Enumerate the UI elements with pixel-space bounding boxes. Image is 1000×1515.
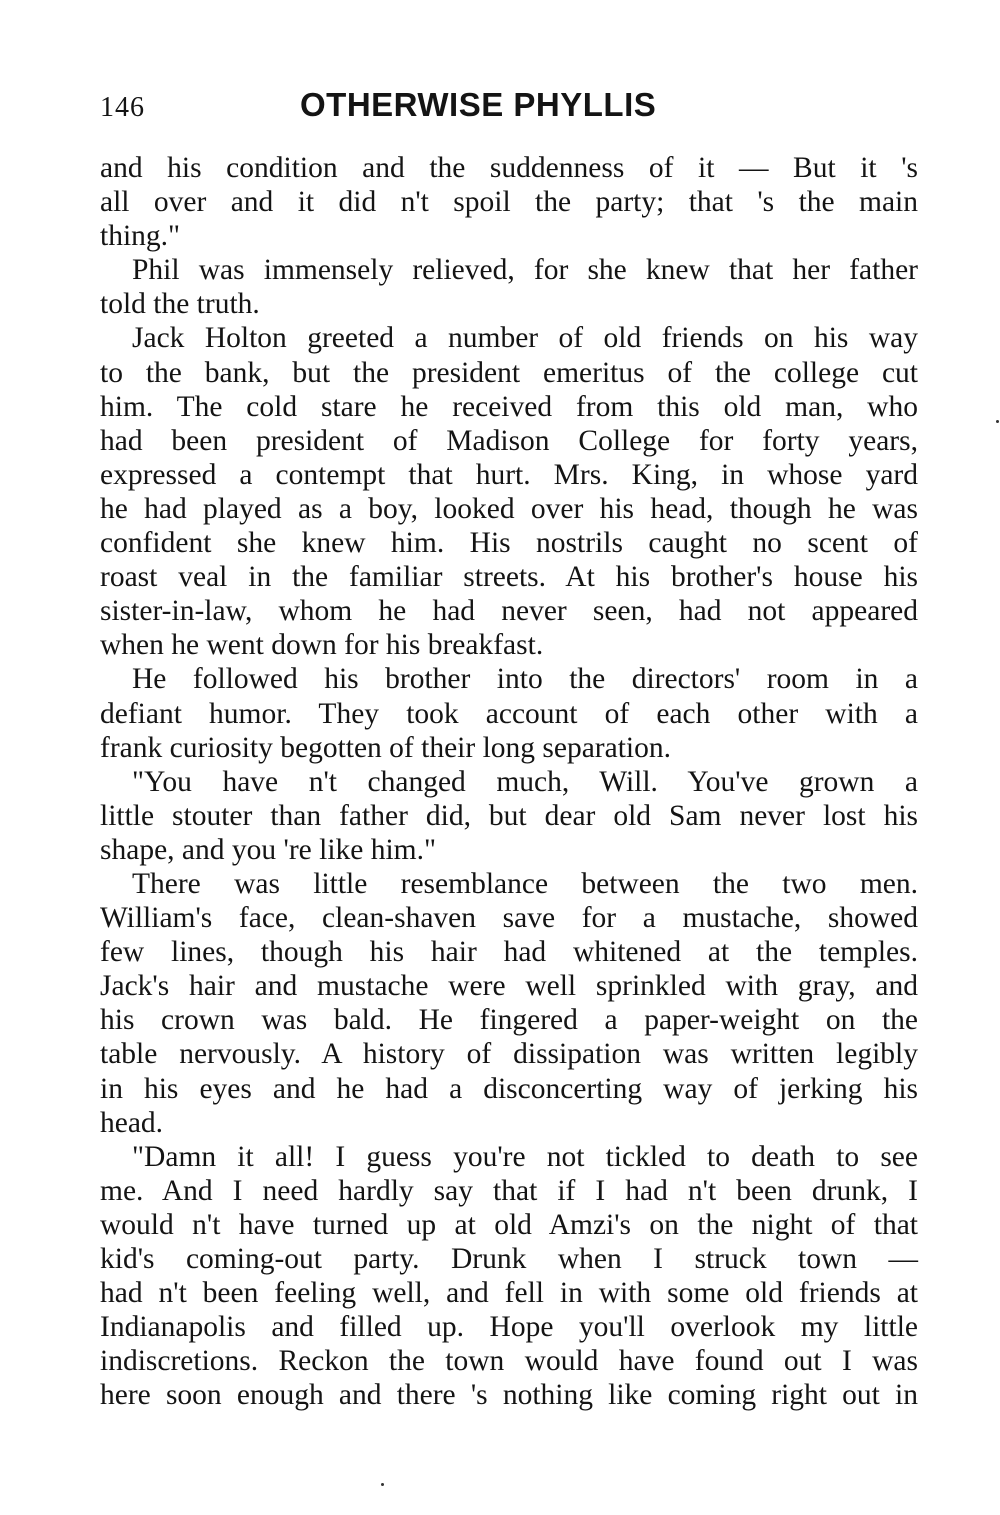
text-line: his crown was bald. He fingered a paper-weight on the <box>100 1004 918 1037</box>
body-text <box>100 151 918 1412</box>
text-line: in his eyes and he had a disconcerting way of jerking his <box>100 1072 918 1105</box>
text-line: defiant humor. They took account of each other with a <box>100 697 918 730</box>
text-line: told the truth. <box>100 288 260 321</box>
text-line: head. <box>100 1106 164 1139</box>
text-line: and his condition and the suddenness of it — But it 's <box>100 152 918 184</box>
text-line: would n't have turned up at old Amzi's on the night of that <box>100 1208 918 1241</box>
text-line: Jack Holton greeted a number of old friends on his way <box>132 322 918 355</box>
text-line: Indianapolis and filled up. Hope you'll overlook my little <box>100 1311 918 1344</box>
running-head <box>100 86 918 134</box>
text-line: me. And I need hardly say that if I had n't been drunk, I <box>100 1174 918 1207</box>
text-line: Phil was immensely relieved, for she knew that her father <box>132 254 918 287</box>
text-line: kid's coming-out party. Drunk when I struck town — <box>100 1243 918 1275</box>
text-line: when he went down for his breakfast. <box>100 629 544 662</box>
text-line: him. The cold stare he received from this old man, who <box>100 390 918 423</box>
text-line: "Damn it all! I guess you're not tickled to death to see <box>132 1140 918 1173</box>
text-line: he had played as a boy, looked over his head, though he was <box>100 492 918 525</box>
text-line: little stouter than father did, but dear old Sam never lost his <box>100 799 918 832</box>
text-line: here soon enough and there 's nothing like coming right out in <box>100 1379 918 1412</box>
text-line: frank curiosity begotten of their long separation. <box>100 731 671 764</box>
text-line: indiscretions. Reckon the town would have found out I was <box>100 1345 918 1378</box>
text-line: roast veal in the familiar streets. At his brother's house his <box>100 561 918 594</box>
text-line: had n't been feeling well, and fell in with some old friends at <box>100 1277 918 1310</box>
text-line: He followed his brother into the directors' room in a <box>132 663 918 696</box>
text-line: William's face, clean-shaven save for a mustache, showed <box>100 902 918 935</box>
text-line: shape, and you 're like him." <box>100 833 437 866</box>
text-line: sister-in-law, whom he had never seen, had not appeared <box>100 595 918 628</box>
text-line: Jack's hair and mustache were well sprinkled with gray, and <box>100 970 918 1003</box>
text-line: confident she knew him. His nostrils caught no scent of <box>100 527 918 560</box>
text-line: few lines, though his hair had whitened at the temples. <box>100 936 918 969</box>
page-number: 146 <box>100 92 145 123</box>
print-speck <box>996 420 999 423</box>
text-line: There was little resemblance between the two men. <box>132 867 918 900</box>
print-speck <box>381 1483 384 1486</box>
text-line: table nervously. A history of dissipation was written legibly <box>100 1038 918 1071</box>
text-line: to the bank, but the president emeritus of the college cut <box>100 356 918 389</box>
running-title: OTHERWISE PHYLLIS <box>300 86 657 123</box>
text-line: had been president of Madison College for forty years, <box>100 424 918 457</box>
text-line: thing." <box>100 220 181 253</box>
text-line: expressed a contempt that hurt. Mrs. King, in whose yard <box>100 458 918 491</box>
text-line: all over and it did n't spoil the party; that 's the main <box>100 186 918 219</box>
text-line: "You have n't changed much, Will. You've grown a <box>132 765 918 798</box>
